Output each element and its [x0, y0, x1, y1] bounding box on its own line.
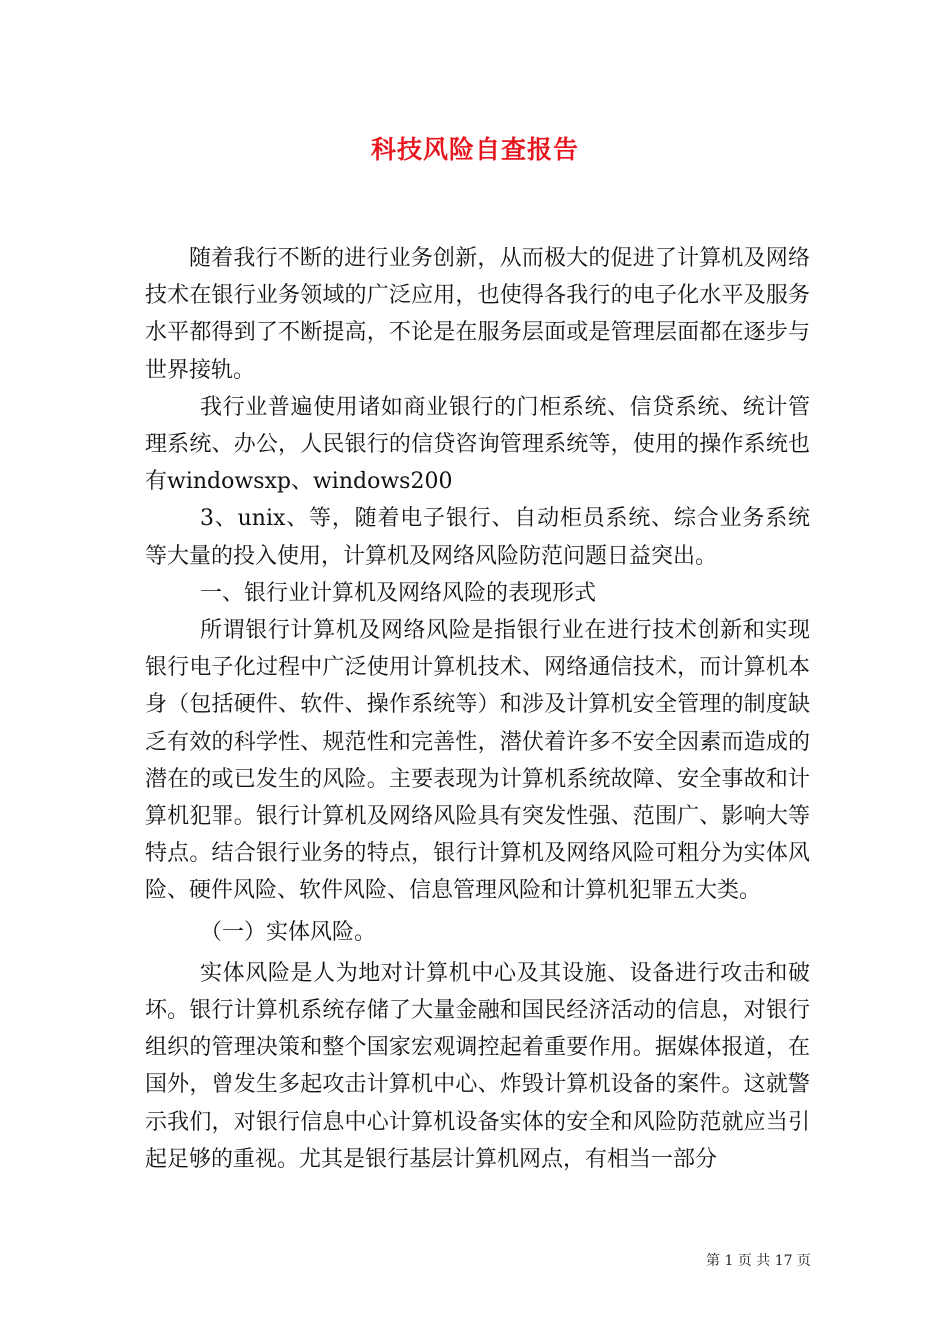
- subsection-heading-entity-risk: （一）实体风险。: [200, 919, 377, 945]
- paragraph-systems: 我行业普遍使用诸如商业银行的门柜系统、信贷系统、统计管理系统、办公，人民银行的信贷咨询管理系统等，使用的操作系统也有windowsxp、windows200: [145, 394, 810, 495]
- paragraph-entity-risk: 实体风险是人为地对计算机中心及其设施、设备进行攻击和破坏。银行计算机系统存储了大量金融和国民经济活动的信息，对银行组织的管理决策和整个国家宏观调控起着重要作用。据媒体报道，在国外，曾发生多起攻击计算机中心、炸毁计算机设备的案件。这就警示我们，对银行信息中心计算机设备实体的安全和风险防范就应当引起足够的重视。尤其是银行基层计算机网点，有相当一部分: [145, 960, 810, 1172]
- paragraph-systems-cont: 3、unix、等，随着电子银行、自动柜员系统、综合业务系统等大量的投入使用，计算机及网络风险防范问题日益突出。: [145, 506, 810, 569]
- paragraph-intro: 随着我行不断的进行业务创新，从而极大的促进了计算机及网络技术在银行业务领域的广泛应用，也使得各我行的电子化水平及服务水平都得到了不断提高，不论是在服务层面或是管理层面都在逐步与世界接轨。: [145, 246, 810, 383]
- paragraph-definition: 所谓银行计算机及网络风险是指银行业在进行技术创新和实现银行电子化过程中广泛使用计算机技术、网络通信技术，而计算机本身（包括硬件、软件、操作系统等）和涉及计算机安全管理的制度缺乏有效的科学性、规范性和完善性，潜伏着许多不安全因素而造成的潜在的或已发生的风险。主要表现为计算机系统故障、安全事故和计算机犯罪。银行计算机及网络风险具有突发性强、范围广、影响大等特点。结合银行业务的特点，银行计算机及网络风险可粗分为实体风险、硬件风险、软件风险、信息管理风险和计算机犯罪五大类。: [145, 618, 810, 904]
- section-heading-1: 一、银行业计算机及网络风险的表现形式: [200, 580, 597, 606]
- document-title: 科技风险自查报告: [370, 135, 579, 164]
- document-body: [145, 240, 810, 1178]
- page-footer: 第 1 页 共 17 页: [706, 1253, 811, 1269]
